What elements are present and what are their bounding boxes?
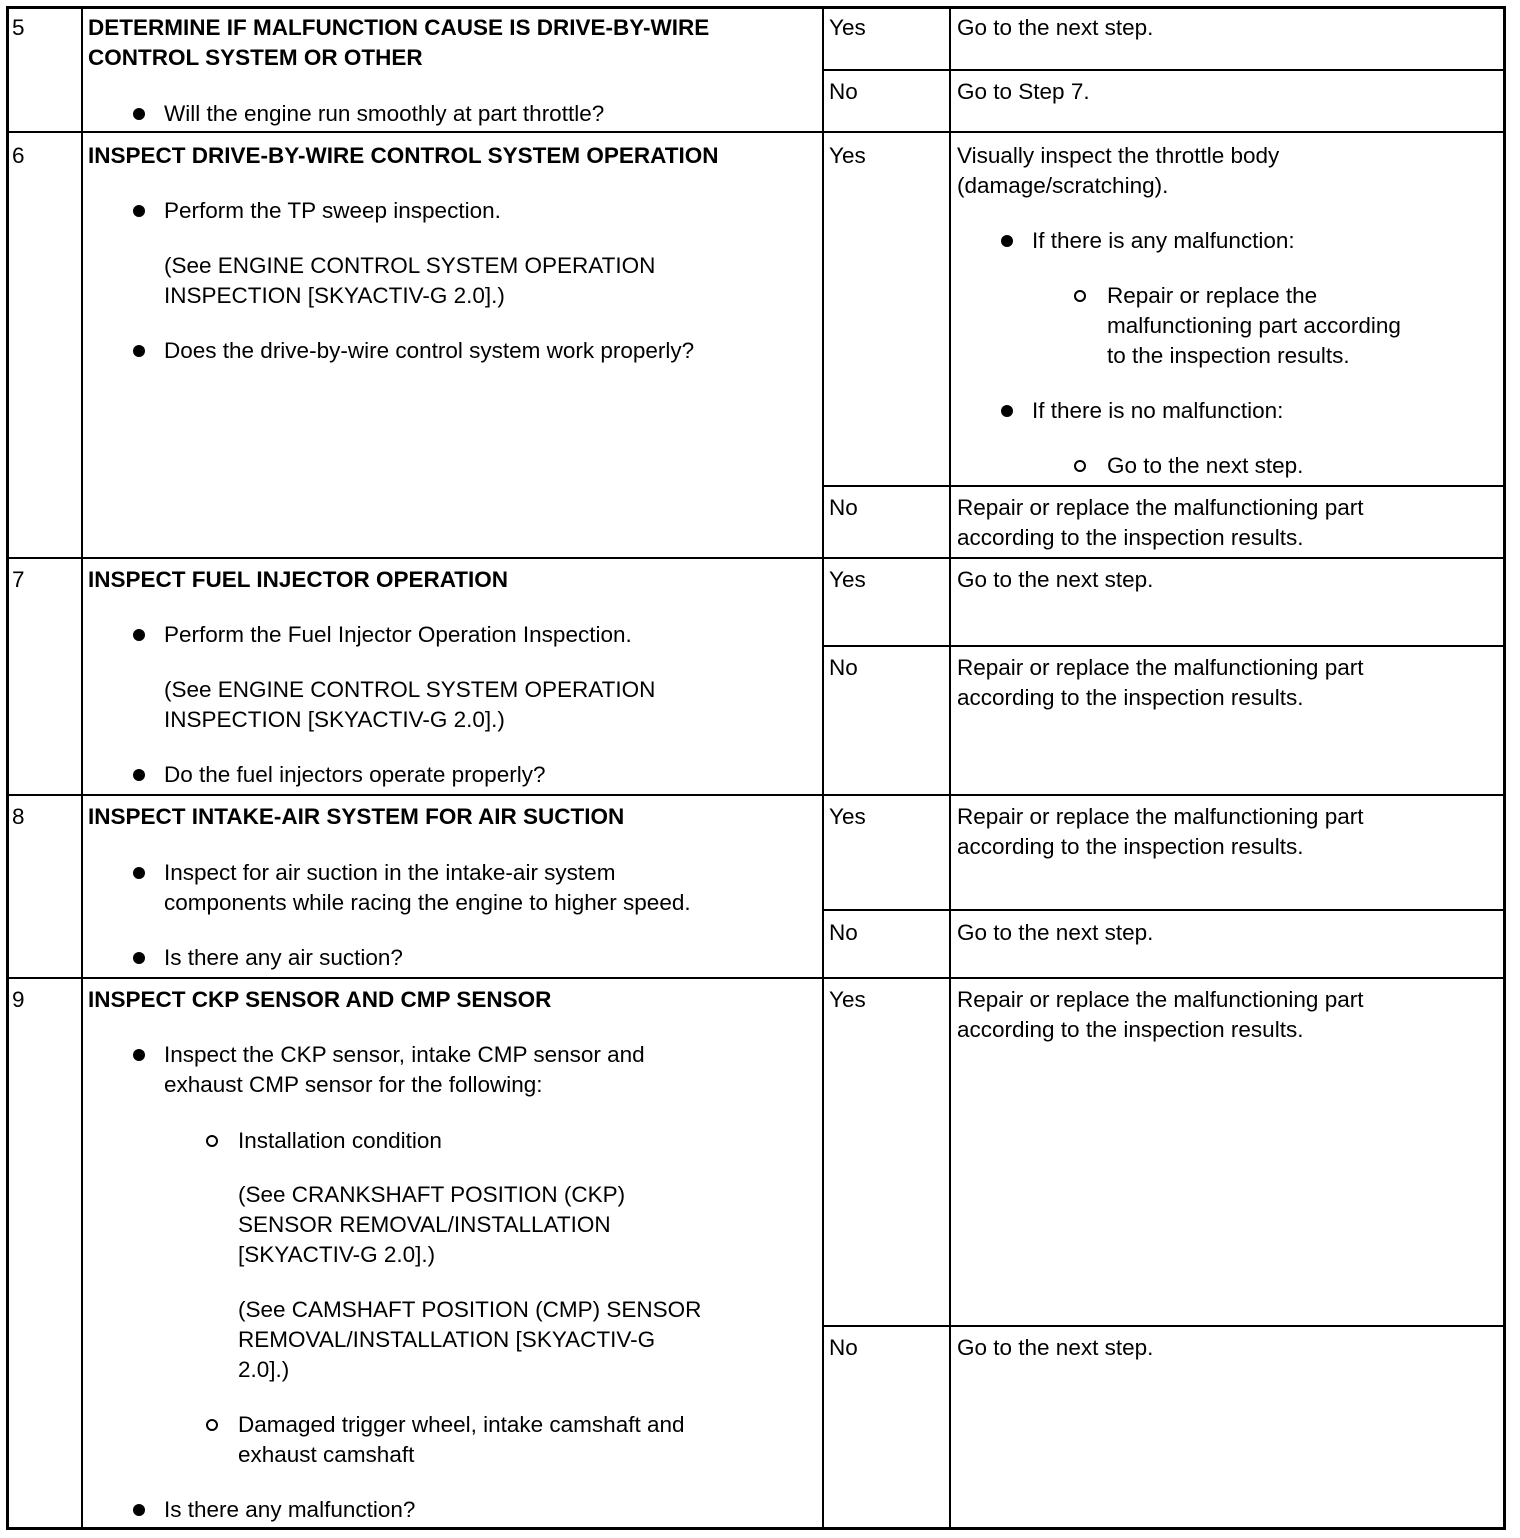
bullet-icon	[133, 1049, 145, 1061]
step-number: 8	[12, 804, 25, 829]
reference-note: SENSOR REMOVAL/INSTALLATION	[238, 1212, 611, 1237]
inspection-item: Inspect the CKP sensor, intake CMP sensor and	[164, 1042, 645, 1067]
yes-action: Repair or replace the malfunctioning part	[957, 987, 1364, 1012]
yes-label: Yes	[829, 15, 866, 40]
sub-bullet-icon	[206, 1419, 218, 1431]
inspection-item: Do the fuel injectors operate properly?	[164, 762, 546, 787]
no-action: Go to the next step.	[957, 1335, 1154, 1360]
no-label: No	[829, 655, 858, 680]
bullet-icon	[133, 867, 145, 879]
yes-action: If there is any malfunction:	[1032, 228, 1295, 253]
row-separator	[6, 794, 1506, 796]
no-label: No	[829, 1335, 858, 1360]
row-separator	[6, 557, 1506, 559]
bullet-icon	[1001, 235, 1013, 247]
yes-action: Go to the next step.	[957, 15, 1154, 40]
no-label: No	[829, 920, 858, 945]
yes-action: (damage/scratching).	[957, 173, 1169, 198]
inspection-subitem: Installation condition	[238, 1128, 442, 1153]
yes-action: Repair or replace the	[1107, 283, 1318, 308]
column-divider-action	[822, 6, 824, 1530]
yes-action: Repair or replace the malfunctioning part	[957, 804, 1364, 829]
bullet-icon	[133, 769, 145, 781]
yes-action: according to the inspection results.	[957, 834, 1304, 859]
inspection-item: Is there any malfunction?	[164, 1497, 416, 1522]
yes-no-separator	[822, 1325, 1506, 1327]
column-divider-result	[949, 6, 951, 1530]
reference-note: [SKYACTIV-G 2.0].)	[238, 1242, 436, 1267]
yes-action: Visually inspect the throttle body	[957, 143, 1280, 168]
inspection-item: Perform the Fuel Injector Operation Inspection.	[164, 622, 632, 647]
bullet-icon	[133, 629, 145, 641]
inspection-item: exhaust CMP sensor for the following:	[164, 1072, 543, 1097]
inspection-subitem: exhaust camshaft	[238, 1442, 415, 1467]
bullet-icon	[133, 345, 145, 357]
no-action: according to the inspection results.	[957, 525, 1304, 550]
yes-action: Go to the next step.	[1107, 453, 1304, 478]
bullet-icon	[133, 1504, 145, 1516]
step-heading: DETERMINE IF MALFUNCTION CAUSE IS DRIVE-BY-WIRE	[88, 15, 710, 40]
step-number: 9	[12, 987, 25, 1012]
no-action: according to the inspection results.	[957, 685, 1304, 710]
yes-label: Yes	[829, 987, 866, 1012]
no-label: No	[829, 495, 858, 520]
yes-action: according to the inspection results.	[957, 1017, 1304, 1042]
bullet-icon	[1001, 405, 1013, 417]
step-number: 6	[12, 143, 25, 168]
row-separator	[6, 131, 1506, 133]
reference-note: (See CAMSHAFT POSITION (CMP) SENSOR	[238, 1297, 702, 1322]
inspection-item: components while racing the engine to higher speed.	[164, 890, 691, 915]
step-heading: INSPECT DRIVE-BY-WIRE CONTROL SYSTEM OPERATION	[88, 143, 719, 168]
yes-action: If there is no malfunction:	[1032, 398, 1284, 423]
inspection-item: Inspect for air suction in the intake-air system	[164, 860, 616, 885]
yes-no-separator	[822, 69, 1506, 71]
yes-label: Yes	[829, 804, 866, 829]
row-separator	[6, 977, 1506, 979]
yes-no-separator	[822, 909, 1506, 911]
yes-no-separator	[822, 645, 1506, 647]
reference-note: 2.0].)	[238, 1357, 290, 1382]
bullet-icon	[133, 952, 145, 964]
step-heading: INSPECT FUEL INJECTOR OPERATION	[88, 567, 509, 592]
reference-note: REMOVAL/INSTALLATION [SKYACTIV-G	[238, 1327, 656, 1352]
yes-action: to the inspection results.	[1107, 343, 1350, 368]
no-label: No	[829, 79, 858, 104]
no-action: Repair or replace the malfunctioning part	[957, 655, 1364, 680]
step-number: 7	[12, 567, 25, 592]
yes-label: Yes	[829, 567, 866, 592]
bullet-icon	[133, 108, 145, 120]
step-number: 5	[12, 15, 25, 40]
inspection-item: Is there any air suction?	[164, 945, 403, 970]
yes-action: malfunctioning part according	[1107, 313, 1401, 338]
yes-no-separator	[822, 485, 1506, 487]
inspection-subitem: Damaged trigger wheel, intake camshaft and	[238, 1412, 685, 1437]
step-heading: INSPECT INTAKE-AIR SYSTEM FOR AIR SUCTION	[88, 804, 625, 829]
column-divider-step	[81, 6, 83, 1530]
bullet-icon	[133, 205, 145, 217]
step-heading: CONTROL SYSTEM OR OTHER	[88, 45, 423, 70]
step-heading: INSPECT CKP SENSOR AND CMP SENSOR	[88, 987, 552, 1012]
sub-bullet-icon	[206, 1135, 218, 1147]
sub-bullet-icon	[1074, 460, 1086, 472]
reference-note: INSPECTION [SKYACTIV-G 2.0].)	[164, 707, 505, 732]
inspection-item: Does the drive-by-wire control system work properly?	[164, 338, 695, 363]
inspection-item: Will the engine run smoothly at part throttle?	[164, 101, 605, 126]
no-action: Go to Step 7.	[957, 79, 1090, 104]
reference-note: INSPECTION [SKYACTIV-G 2.0].)	[164, 283, 505, 308]
yes-label: Yes	[829, 143, 866, 168]
inspection-item: Perform the TP sweep inspection.	[164, 198, 501, 223]
no-action: Repair or replace the malfunctioning part	[957, 495, 1364, 520]
reference-note: (See CRANKSHAFT POSITION (CKP)	[238, 1182, 626, 1207]
no-action: Go to the next step.	[957, 920, 1154, 945]
reference-note: (See ENGINE CONTROL SYSTEM OPERATION	[164, 677, 656, 702]
reference-note: (See ENGINE CONTROL SYSTEM OPERATION	[164, 253, 656, 278]
sub-bullet-icon	[1074, 290, 1086, 302]
yes-action: Go to the next step.	[957, 567, 1154, 592]
